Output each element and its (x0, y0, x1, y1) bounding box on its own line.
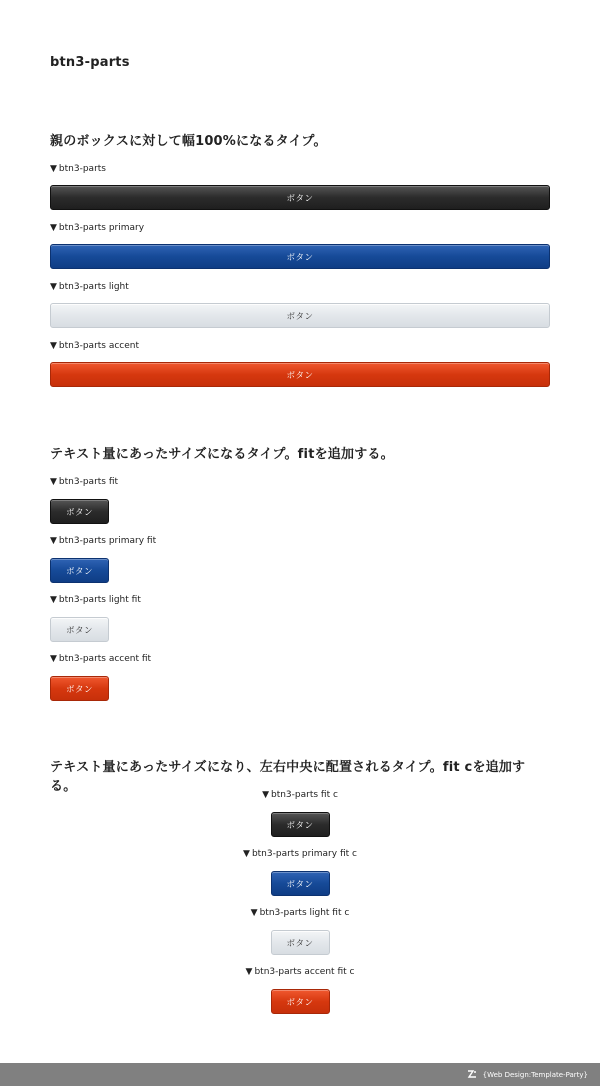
primary-fit-center-button[interactable]: ボタン (271, 871, 330, 896)
light-button[interactable]: ボタン (50, 303, 550, 328)
footer (0, 1063, 600, 1086)
light-fit-center-button[interactable]: ボタン (271, 930, 330, 955)
example-label: ▼ btn3-parts accent fit (50, 654, 152, 664)
example-label: ▼ btn3-parts (50, 164, 106, 174)
dark-button[interactable]: ボタン (50, 185, 550, 210)
page-title: btn3-parts (50, 55, 130, 70)
example-label: ▼ btn3-parts fit (50, 477, 119, 487)
example-label: ▼ btn3-parts accent (50, 341, 140, 351)
dark-fit-button[interactable]: ボタン (50, 499, 109, 524)
example-accent (50, 341, 139, 351)
section-fit-center (50, 756, 550, 1008)
example-light (50, 282, 129, 292)
light-fit-button[interactable]: ボタン (50, 617, 109, 642)
example-label: ▼ btn3-parts primary fit (50, 536, 157, 546)
example-dark (50, 164, 106, 174)
primary-fit-button[interactable]: ボタン (50, 558, 109, 583)
example-label: ▼ btn3-parts light fit c (250, 908, 350, 918)
section-heading: 親のボックスに対して幅100%になるタイプ。 (50, 134, 327, 149)
primary-button[interactable]: ボタン (50, 244, 550, 269)
template-party-logo-icon (467, 1070, 477, 1080)
example-label: ▼ btn3-parts primary fit c (243, 849, 357, 859)
example-label: ▼ btn3-parts light fit (50, 595, 141, 605)
example-label: ▼ btn3-parts accent fit c (245, 967, 355, 977)
example-label: ▼ btn3-parts light (50, 282, 129, 292)
example-label: ▼ btn3-parts primary (50, 223, 145, 233)
section-full-width (50, 130, 550, 381)
section-fit (50, 443, 550, 695)
footer-credit-link[interactable]: {Web Design:Template-Party} (482, 1070, 588, 1079)
accent-button[interactable]: ボタン (50, 362, 550, 387)
accent-fit-button[interactable]: ボタン (50, 676, 109, 701)
section-heading: テキスト量にあったサイズになるタイプ。fitを追加する。 (50, 447, 394, 462)
dark-fit-center-button[interactable]: ボタン (271, 812, 330, 837)
section-heading: テキスト量にあったサイズになり、左右中央に配置されるタイプ。fit cを追加する。 (50, 760, 526, 794)
example-label: ▼ btn3-parts fit c (262, 790, 338, 800)
accent-fit-center-button[interactable]: ボタン (271, 989, 330, 1014)
example-primary (50, 223, 144, 233)
